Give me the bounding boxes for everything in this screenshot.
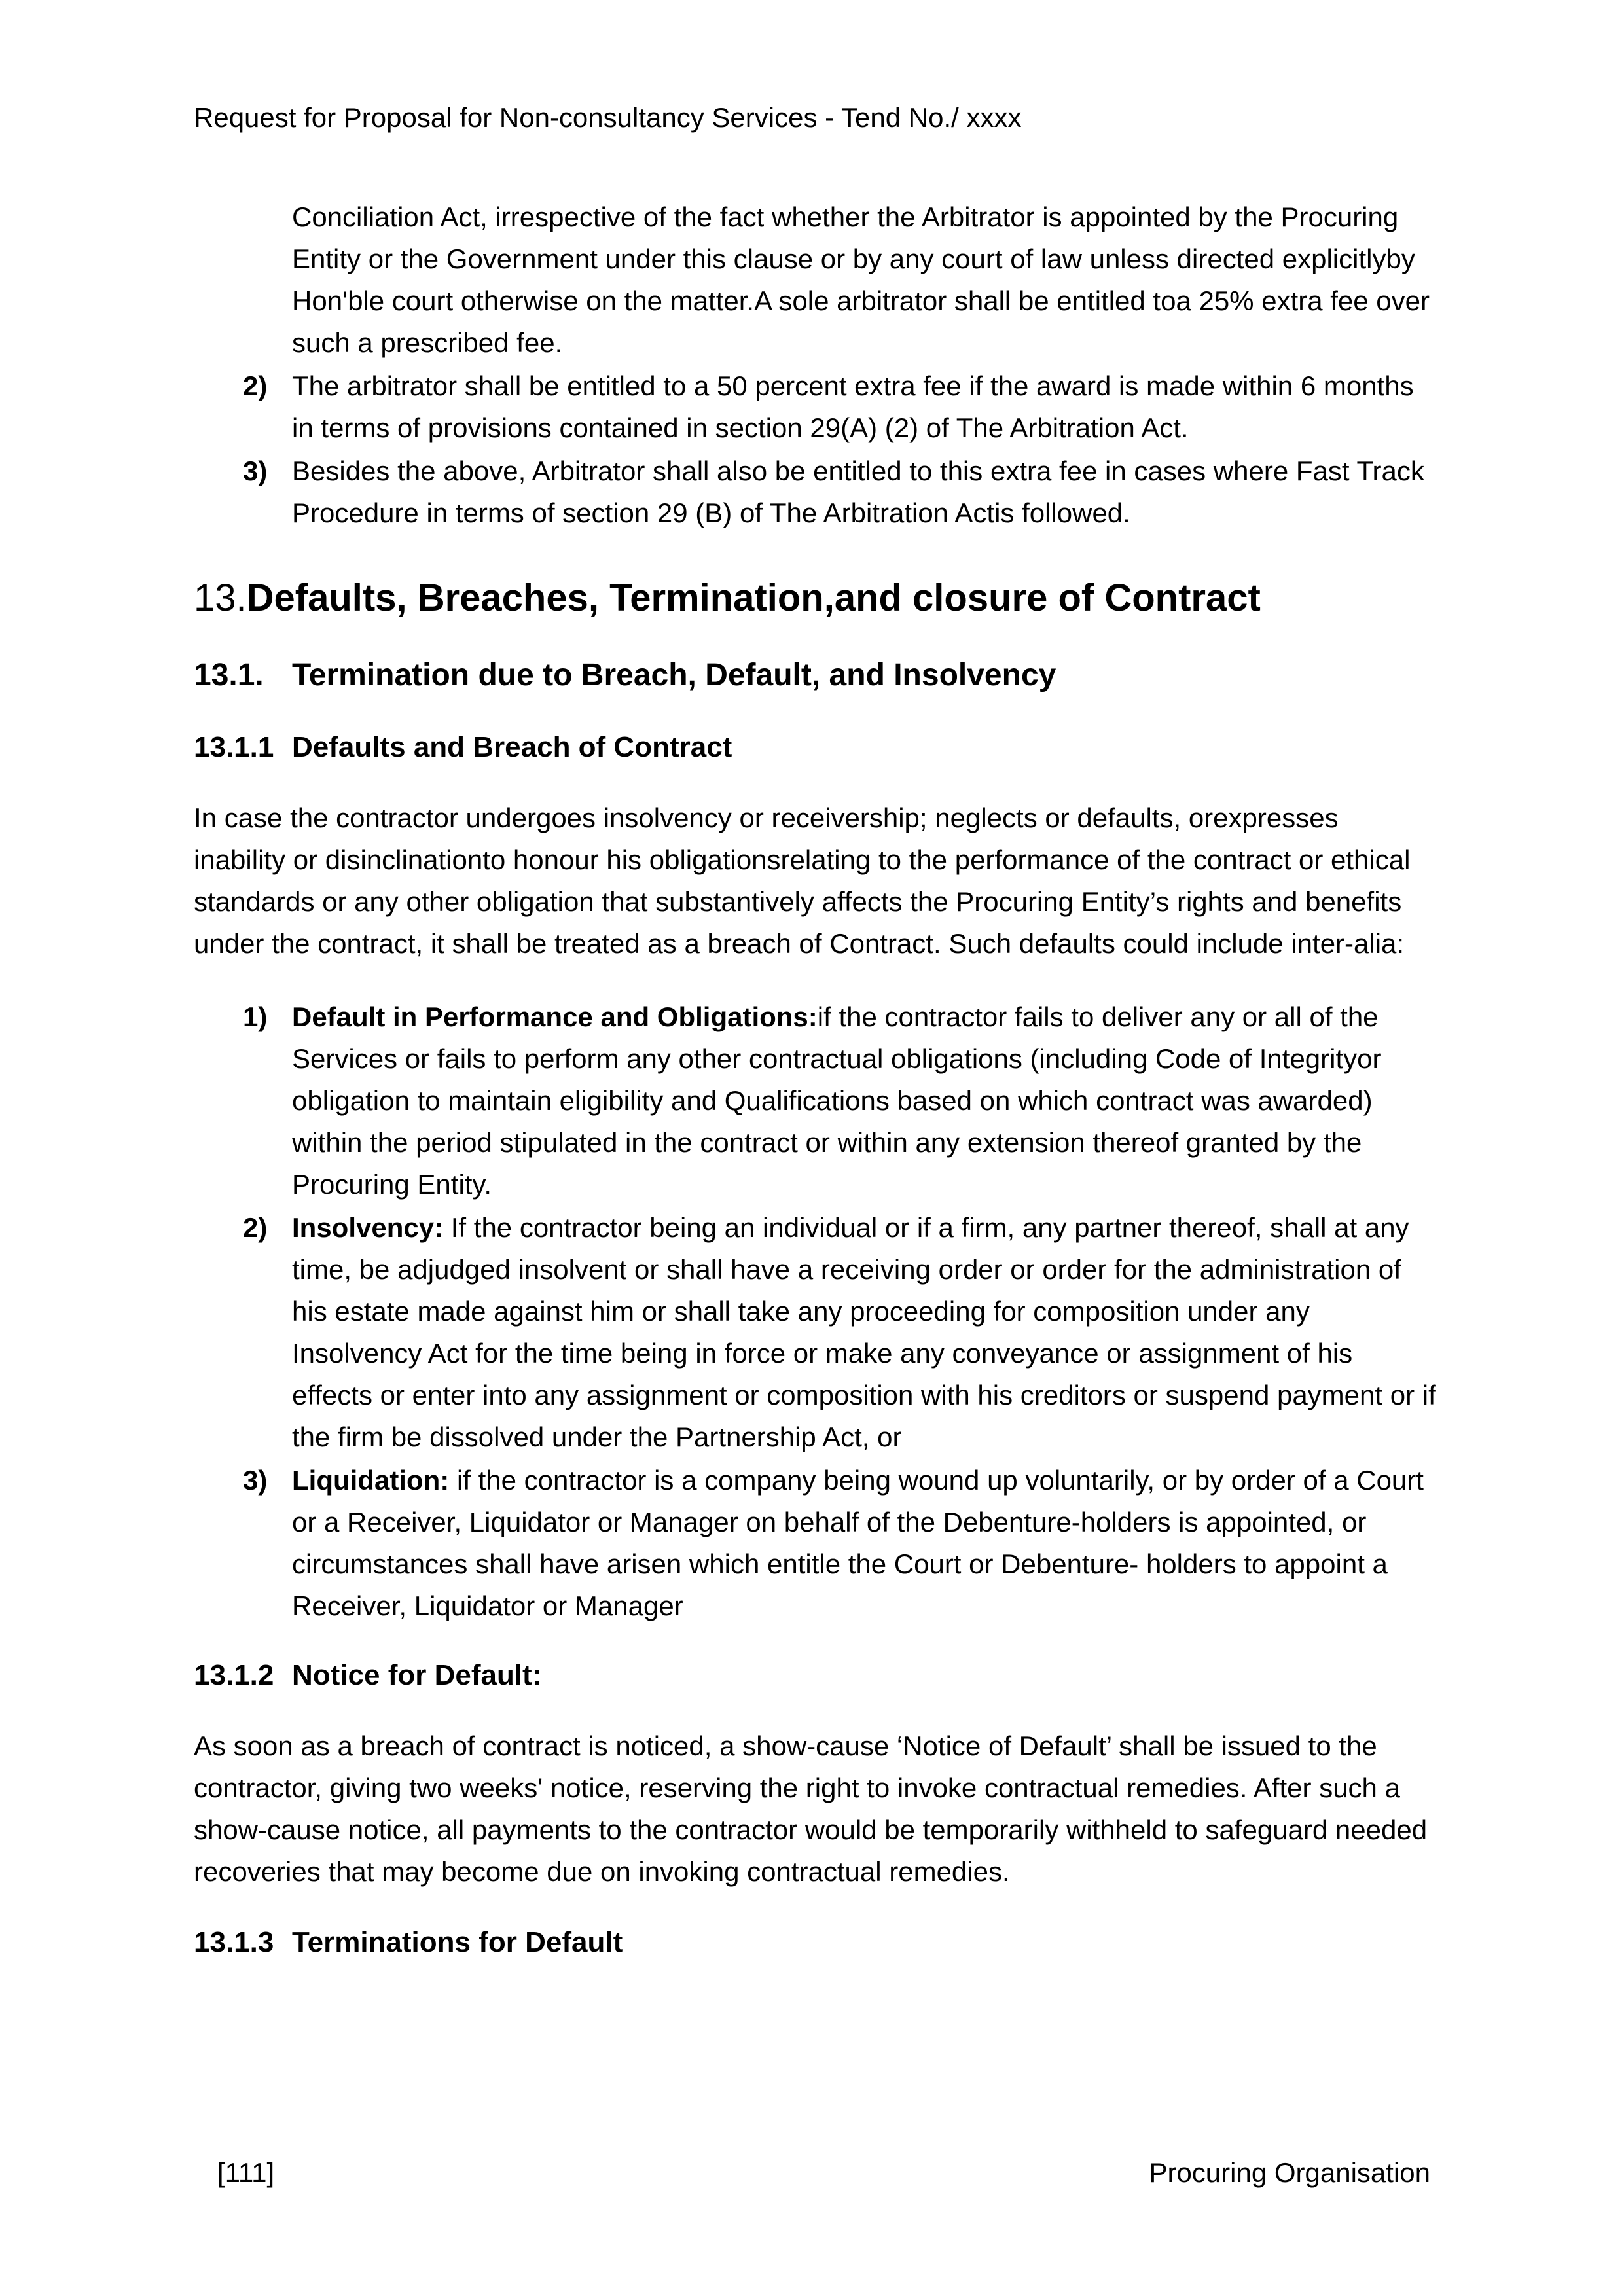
list-item-text [292, 1460, 1437, 1627]
section-13-1-2-title: Notice for Default: [292, 1659, 542, 1691]
section-13-1-number: 13.1. [194, 658, 264, 692]
section-13-title: Defaults, Breaches, Termination,and closure of Contract [246, 577, 1261, 619]
list-item-number: 3) [243, 1465, 268, 1496]
section-13-1-1-number: 13.1.1 [194, 731, 274, 763]
list-item-text: Besides the above, Arbitrator shall also be entitled to this extra fee in cases where Fast Track Procedure in terms of section 29 (B) of The Arbitration Actis followed. [292, 456, 1424, 528]
list-item [194, 1207, 1437, 1458]
defaults-intro-paragraph: In case the contractor undergoes insolvency or receivership; neglects or defaults, orexpresses inability or disinclinationto honour his obligationsrelating to the performance of the contract or ethical standards or any other obligation that substantively affects the Procuring Entity’s rights and benefits under the contract, it shall be treated as a breach of Contract. Such defaults could include inter-alia: [194, 802, 1411, 959]
section-13-1-2-number: 13.1.2 [194, 1659, 274, 1691]
section-13-1-heading [194, 656, 1437, 695]
list-item-lead: Default in Performance and Obligations: [292, 1001, 818, 1032]
section-13-1-3-number: 13.1.3 [194, 1926, 274, 1958]
list-item [194, 450, 1437, 534]
list-item-text [292, 996, 1437, 1206]
list-item-body: if the contractor fails to deliver any or all of the Services or fails to perform any other contractual obligations (including Code of Integrityor obligation to maintain eligibility and Qualifications based on which contract was awarded) within the period stipulated in the contract or within any extension thereof granted by the Procuring Entity. [292, 1001, 1382, 1200]
list-item [194, 365, 1437, 449]
page-footer [194, 2155, 1430, 2191]
list-item-text [292, 1207, 1437, 1458]
section-13-1-3-title: Terminations for Default [292, 1926, 623, 1958]
defaults-list [194, 996, 1437, 1627]
list-item-text: The arbitrator shall be entitled to a 50 percent extra fee if the award is made within 6 months in terms of provisions contained in section 29(A) (2) of The Arbitration Act. [292, 370, 1414, 443]
section-13-heading [194, 575, 1437, 622]
section-13-1-1-heading [194, 729, 1437, 766]
list-item [194, 1460, 1437, 1627]
section-13-1-2-heading [194, 1657, 1437, 1694]
footer-page-number: [111] [217, 2157, 275, 2188]
page-content [194, 196, 1437, 1992]
section-13-1-3-heading [194, 1924, 1437, 1961]
list-item-number: 1) [243, 1001, 268, 1032]
arbitration-item-1-continuation: Conciliation Act, irrespective of the fact whether the Arbitrator is appointed by the Procuring Entity or the Government under this clause or by any court of law unless directed explicitlyby Hon'ble court otherwise on the matter.A sole arbitrator shall be entitled toa 25% extra fee over such a prescribed fee. [292, 202, 1430, 358]
arbitration-list [194, 365, 1437, 534]
list-item [194, 996, 1437, 1206]
notice-for-default-paragraph: As soon as a breach of contract is noticed, a show-cause ‘Notice of Default’ shall be issued to the contractor, giving two weeks' notice, reserving the right to invoke contractual remedies. After such a show-cause notice, all payments to the contractor would be temporarily withheld to safeguard needed recoveries that may become due on invoking contractual remedies. [194, 1731, 1428, 1887]
footer-organisation: Procuring Organisation [1149, 2157, 1430, 2188]
list-item-body: if the contractor is a company being wound up voluntarily, or by order of a Court or a Receiver, Liquidator or Manager on behalf of the Debenture-holders is appointed, or circumstances shall have arisen which entitle the Court or Debenture- holders to appoint a Receiver, Liquidator or Manager [292, 1465, 1424, 1621]
section-13-1-title: Termination due to Breach, Default, and Insolvency [292, 658, 1056, 692]
list-item-number: 2) [243, 1212, 268, 1243]
section-13-number: 13. [194, 577, 247, 619]
page-header: Request for Proposal for Non-consultancy Services - Tend No./ xxxx [194, 102, 1022, 133]
list-item-lead: Insolvency: [292, 1212, 444, 1243]
list-item-number: 2) [243, 370, 268, 401]
section-13-1-1-title: Defaults and Breach of Contract [292, 731, 732, 763]
list-item-lead: Liquidation: [292, 1465, 450, 1496]
list-item-number: 3) [243, 456, 268, 486]
list-item-body: If the contractor being an individual or if a firm, any partner thereof, shall at any time, be adjudged insolvent or shall have a receiving order or order for the administration of his estate made against him or shall take any proceeding for composition under any Insolvency Act for the time being in force or make any conveyance or assignment of his effects or enter into any assignment or composition with his creditors or suspend payment or if the firm be dissolved under the Partnership Act, or [292, 1212, 1436, 1452]
